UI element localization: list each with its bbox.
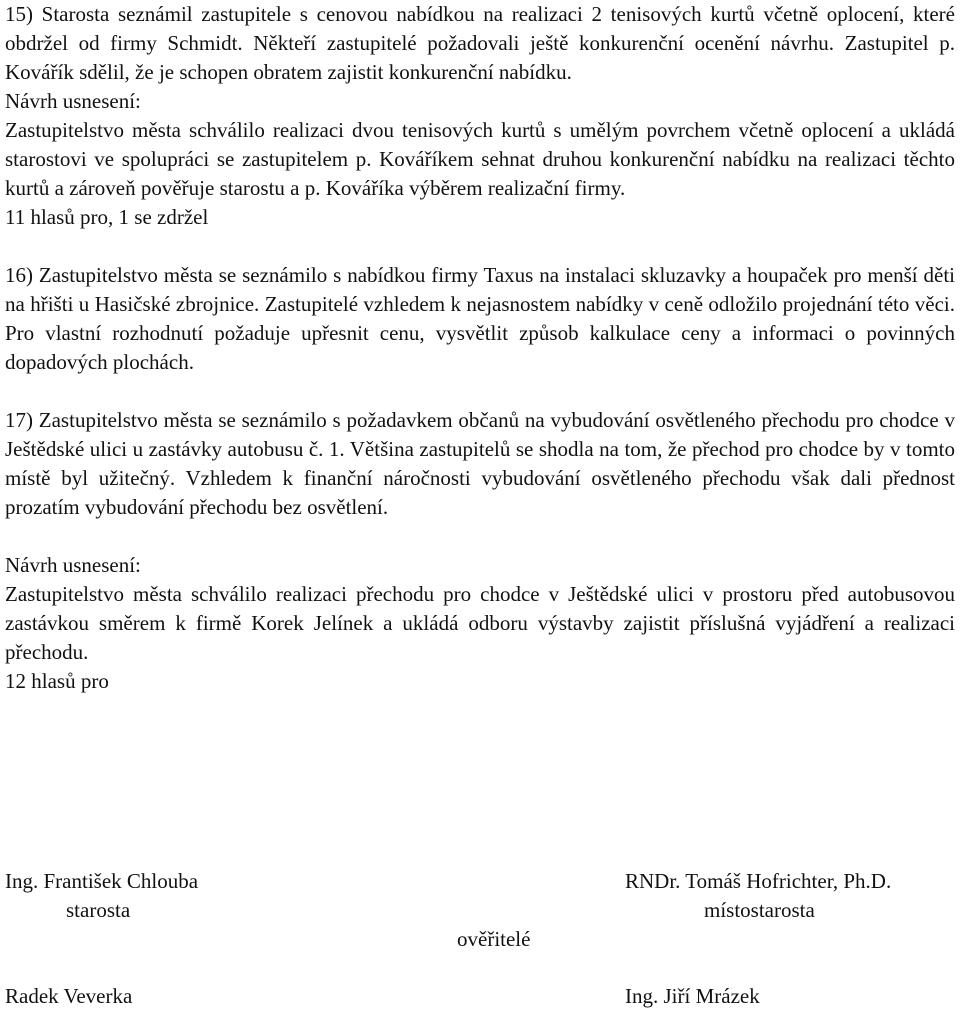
- verifiers-label: ověřitelé: [457, 927, 531, 951]
- spacer: [5, 377, 955, 406]
- item-15-proposal-label: Návrh usnesení:: [5, 89, 141, 113]
- signature-right-role: místostarosta: [704, 898, 815, 922]
- verifier-left-name: Radek Veverka: [5, 984, 133, 1008]
- document-body: [5, 0, 955, 696]
- item-15-resolution: Zastupitelstvo města schválilo realizaci dvou tenisových kurtů s umělým povrchem včetně oplocení a ukládá starostovi ve spolupráci se zastupitelem p. Kováříkem sehnat druhou konkurenční nabídku na realizaci těchto kurtů a zároveň pověřuje starostu a p. Kováříka výběrem realizační firmy.: [5, 118, 955, 200]
- item-16-text: 16) Zastupitelstvo města se seznámilo s nabídkou firmy Taxus na instalaci skluzavky a houpaček pro menší děti na hřišti u Hasičské zbrojnice. Zastupitelé vzhledem k nejasnostem nabídky v ceně odložilo projednání této věci. Pro vlastní rozhodnutí požaduje upřesnit cenu, vysvětlit způsob kalkulace ceny a informaci o povinných dopadových plochách.: [5, 263, 955, 374]
- signature-left-role: starosta: [66, 898, 131, 922]
- spacer: [5, 522, 955, 551]
- item-15-vote: 11 hlasů pro, 1 se zdržel: [5, 205, 209, 229]
- signature-left-name: Ing. František Chlouba: [5, 869, 199, 893]
- item-17-intro: 17) Zastupitelstvo města se seznámilo s požadavkem občanů na vybudování osvětleného přechodu pro chodce v Ještědské ulici u zastávky autobusu č. 1. Většina zastupitelů se shodla na tom, že přechod pro chodce by v tomto místě byl užitečný. Vzhledem k finanční náročnosti vybudování osvětleného přechodu však dali přednost prozatím vybudování přechodu bez osvětlení.: [5, 408, 955, 519]
- verifier-right-name: Ing. Jiří Mrázek: [625, 984, 760, 1008]
- item-17-resolution: Zastupitelstvo města schválilo realizaci přechodu pro chodce v Ještědské ulici v prostoru před autobusovou zastávkou směrem k firmě Korek Jelínek a ukládá odboru výstavby zajistit příslušná vyjádření a realizaci přechodu.: [5, 582, 955, 664]
- item-17-vote: 12 hlasů pro: [5, 669, 109, 693]
- item-15-intro: 15) Starosta seznámil zastupitele s cenovou nabídkou na realizaci 2 tenisových kurtů včetně oplocení, které obdržel od firmy Schmidt. Někteří zastupitelé požadovali ještě konkurenční ocenění návrhu. Zastupitel p. Kovářík sdělil, že je schopen obratem zajistit konkurenční nabídku.: [5, 2, 955, 84]
- spacer: [5, 232, 955, 261]
- signature-right-name: RNDr. Tomáš Hofrichter, Ph.D.: [625, 869, 892, 893]
- item-17-proposal-label: Návrh usnesení:: [5, 553, 141, 577]
